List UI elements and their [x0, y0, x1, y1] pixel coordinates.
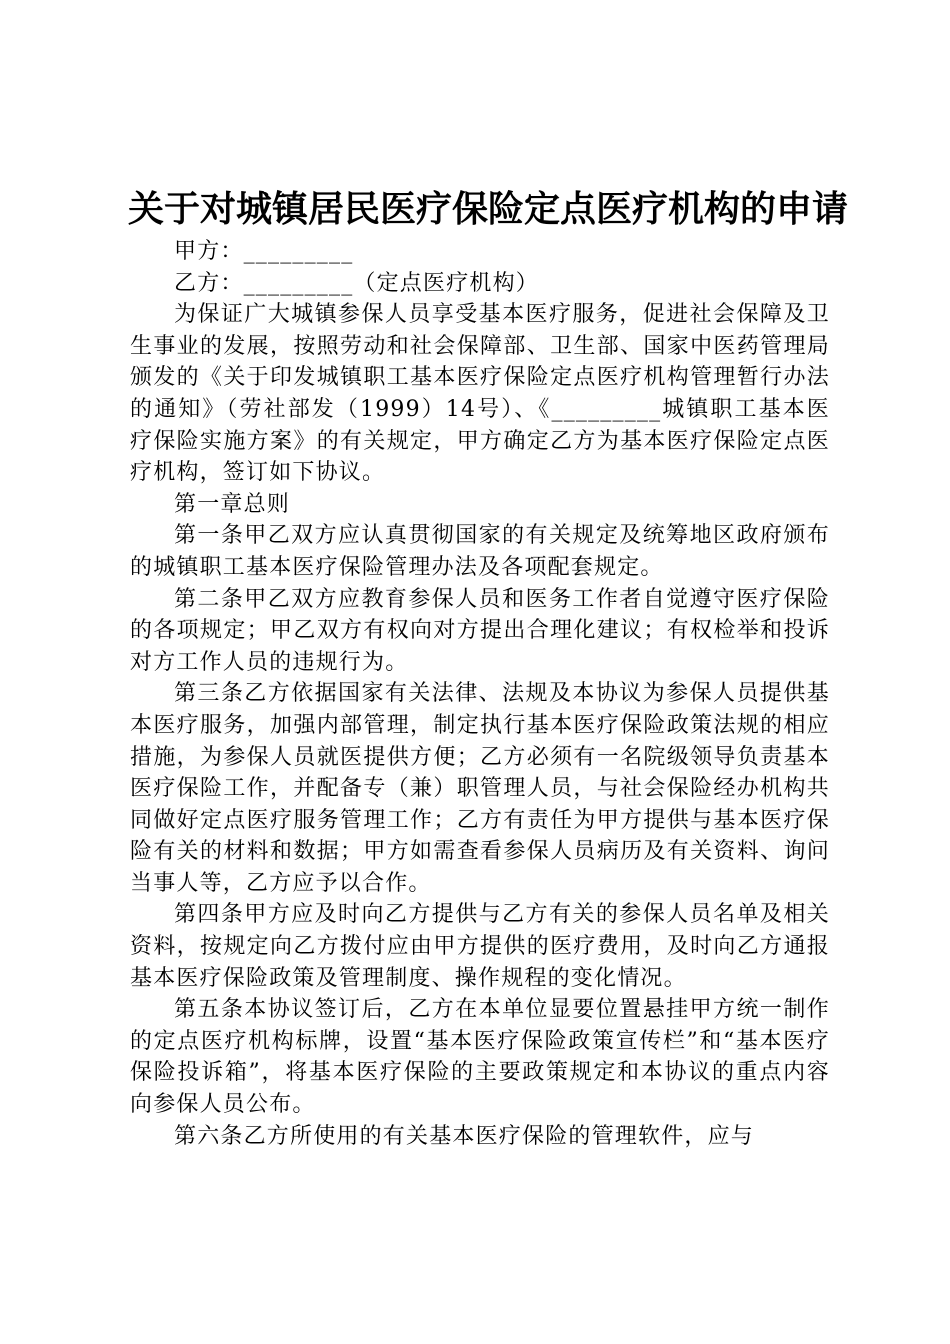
party-a-line: 甲方：_________ — [174, 239, 354, 264]
article-5-paragraph: 第五条本协议签订后，乙方在本单位显要位置悬挂甲方统一制作的定点医疗机构标牌，设置“基本医疗保险政策宣传栏”和“基本医疗保险投诉箱”，将基本医疗保险的主要政策规定和本协议的重点内容向参保人员公布。 — [130, 997, 830, 1118]
article-6-paragraph: 第六条乙方所使用的有关基本医疗保险的管理软件，应与 — [174, 1123, 755, 1149]
article-2-paragraph: 第二条甲乙双方应教育参保人员和医务工作者自觉遵守医疗保险的各项规定；甲乙双方有权向对方提出合理化建议；有权检举和投诉对方工作人员的违规行为。 — [130, 586, 830, 675]
document-title: 关于对城镇居民医疗保险定点医疗机构的申请 — [128, 188, 849, 230]
document-body — [130, 236, 830, 1152]
article-3-paragraph: 第三条乙方依据国家有关法律、法规及本协议为参保人员提供基本医疗服务，加强内部管理，制定执行基本医疗保险政策法规的相应措施，为参保人员就医提供方便；乙方必须有一名院级领导负责基本医疗保险工作，并配备专（兼）职管理人员，与社会保险经办机构共同做好定点医疗服务管理工作；乙方有责任为甲方提供与基本医疗保险有关的材料和数据；甲方如需查看参保人员病历及有关资料、询问当事人等，乙方应予以合作。 — [130, 681, 830, 896]
article-4-paragraph: 第四条甲方应及时向乙方提供与乙方有关的参保人员名单及相关资料，按规定向乙方拨付应由甲方提供的医疗费用，及时向乙方通报基本医疗保险政策及管理制度、操作规程的变化情况。 — [130, 902, 830, 991]
article-1-paragraph: 第一条甲乙双方应认真贯彻国家的有关规定及统筹地区政府颁布的城镇职工基本医疗保险管理办法及各项配套规定。 — [130, 523, 830, 580]
preamble-paragraph: 为保证广大城镇参保人员享受基本医疗服务，促进社会保障及卫生事业的发展，按照劳动和社会保障部、卫生部、国家中医药管理局颁发的《关于印发城镇职工基本医疗保险定点医疗机构管理暂行办法的通知》（劳社部发（1999）14号）、《_________城镇职工基本医疗保险实施方案》的有关规定，甲方确定乙方为基本医疗保险定点医疗机构，签订如下协议。 — [130, 302, 830, 486]
party-b-line: 乙方：_________（定点医疗机构） — [174, 270, 540, 296]
chapter-heading: 第一章总则 — [174, 491, 291, 517]
